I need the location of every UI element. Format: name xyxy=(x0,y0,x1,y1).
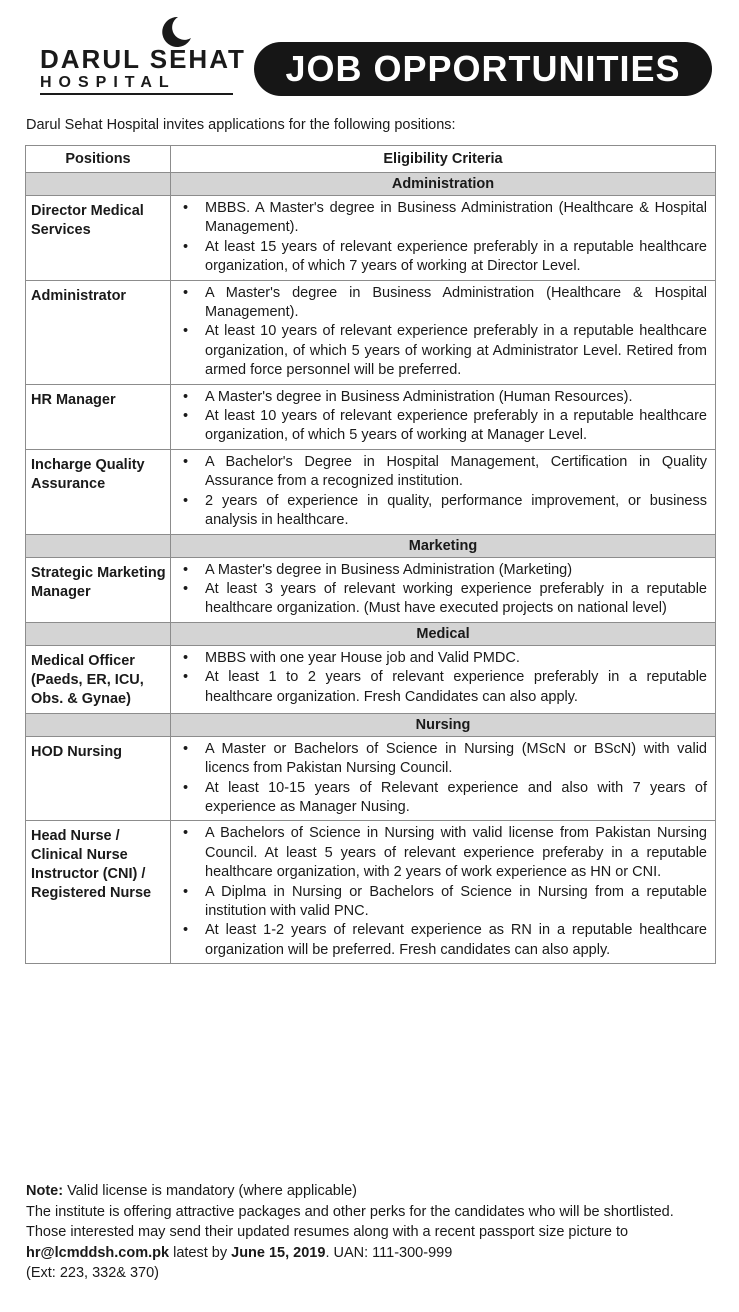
hospital-logo xyxy=(40,14,246,100)
criteria-text: A Bachelor's Degree in Hospital Management, Certification in Quality Assurance from a recognized institution. xyxy=(205,453,707,490)
eligibility-criteria xyxy=(171,557,716,622)
criteria-text: A Master's degree in Business Administration (Healthcare & Hospital Management). xyxy=(205,284,707,321)
bullet-icon: • xyxy=(183,922,189,939)
bullet-icon: • xyxy=(183,825,189,842)
logo-name: DARUL SEHAT xyxy=(40,44,246,74)
criteria-list xyxy=(177,284,707,381)
criteria-text: 2 years of experience in quality, performance improvement, or business analysis in healthcare. xyxy=(205,492,707,529)
criteria-list xyxy=(177,388,707,446)
section-title: Administration xyxy=(171,173,716,196)
table-row xyxy=(26,557,716,622)
list-item xyxy=(177,824,707,882)
email-address[interactable]: hr@lcmddsh.com.pk xyxy=(26,1244,170,1261)
list-item xyxy=(177,740,707,779)
criteria-text: At least 1-2 years of relevant experience as RN in a reputable healthcare organization will be preferred. Fresh candidates can also apply. xyxy=(205,922,707,958)
bullet-icon: • xyxy=(183,492,189,509)
position-title: HR Manager xyxy=(26,384,171,449)
bullet-icon: • xyxy=(183,561,189,578)
eligibility-criteria xyxy=(171,384,716,449)
instructions-text-mid: latest by xyxy=(169,1244,232,1261)
column-header-criteria: Eligibility Criteria xyxy=(171,146,716,173)
instructions-text: The institute is offering attractive packages and other perks for the candidates who will be shortlisted. Those interested may send their updated resumes along with a recent passport size picture to xyxy=(26,1203,674,1240)
intro-text: Darul Sehat Hospital invites applications for the following positions: xyxy=(26,117,456,133)
page-title-banner: JOB OPPORTUNITIES xyxy=(254,42,712,96)
criteria-list xyxy=(177,453,707,531)
list-item xyxy=(177,779,707,818)
table-row xyxy=(26,196,716,281)
eligibility-criteria xyxy=(171,821,716,964)
table-row xyxy=(26,736,716,821)
job-table-body xyxy=(26,173,716,964)
eligibility-criteria xyxy=(171,280,716,384)
bullet-icon: • xyxy=(183,323,189,340)
section-title: Medical xyxy=(171,622,716,645)
header xyxy=(0,0,739,100)
bullet-icon: • xyxy=(183,740,189,757)
column-header-positions: Positions xyxy=(26,146,171,173)
position-title: Head Nurse / Clinical Nurse Instructor (CNI) / Registered Nurse xyxy=(26,821,171,964)
note-text: Valid license is mandatory (where applicable) xyxy=(63,1183,357,1199)
criteria-text: A Master's degree in Business Administration (Marketing) xyxy=(205,561,573,578)
bullet-icon: • xyxy=(183,408,189,425)
list-item xyxy=(177,883,707,922)
criteria-list xyxy=(177,740,707,818)
list-item xyxy=(177,407,707,446)
bullet-icon: • xyxy=(183,284,189,301)
criteria-text: A Master's degree in Business Administration (Human Resources). xyxy=(205,388,633,405)
section-row xyxy=(26,534,716,557)
logo-divider xyxy=(40,93,233,95)
list-item xyxy=(177,238,707,277)
criteria-text: At least 3 years of relevant working experience preferably in a reputable healthcare organization. (Must have executed projects on national level) xyxy=(205,580,707,617)
list-item xyxy=(177,284,707,323)
criteria-list xyxy=(177,561,707,619)
criteria-text: MBBS. A Master's degree in Business Administration (Healthcare & Hospital Management). xyxy=(205,200,707,236)
criteria-text: At least 10 years of relevant experience preferably in a reputable healthcare organization, of which 5 years of working at Administrator Level. Retired from armed force personnel will be preferred. xyxy=(205,323,707,379)
criteria-list xyxy=(177,824,707,960)
criteria-list xyxy=(177,199,707,277)
table-row xyxy=(26,449,716,534)
footer xyxy=(26,1181,716,1284)
section-title: Nursing xyxy=(171,713,716,736)
list-item xyxy=(177,921,707,960)
criteria-text: A Diplma in Nursing or Bachelors of Science in Nursing from a reputable institution with valid PNC. xyxy=(205,883,707,919)
section-spacer xyxy=(26,622,171,645)
position-title: Strategic Marketing Manager xyxy=(26,557,171,622)
list-item xyxy=(177,561,707,580)
section-spacer xyxy=(26,713,171,736)
list-item xyxy=(177,580,707,619)
bullet-icon: • xyxy=(183,200,189,216)
note xyxy=(26,1181,716,1202)
position-title: Director Medical Services xyxy=(26,196,171,281)
bullet-icon: • xyxy=(183,779,189,796)
criteria-list xyxy=(177,649,707,707)
eligibility-criteria xyxy=(171,449,716,534)
section-row xyxy=(26,713,716,736)
deadline: June 15, 2019 xyxy=(231,1244,326,1261)
section-title: Marketing xyxy=(171,534,716,557)
table-row xyxy=(26,384,716,449)
criteria-text: A Bachelors of Science in Nursing with valid license from Pakistan Nursing Council. At least 5 years of relevant experience preferaby in a reputable healthcare organization, with 2 years of work experience as HN or CNI. xyxy=(205,825,707,881)
bullet-icon: • xyxy=(183,883,189,900)
extension-numbers: (Ext: 223, 332& 370) xyxy=(26,1265,159,1281)
bullet-icon: • xyxy=(183,649,189,666)
criteria-text: A Master or Bachelors of Science in Nursing (MScN or BScN) with valid licencs from Pakistan Nursing Council. xyxy=(205,740,707,777)
table-row xyxy=(26,821,716,964)
list-item xyxy=(177,668,707,707)
list-item xyxy=(177,388,707,407)
list-item xyxy=(177,453,707,492)
criteria-text: At least 10 years of relevant experience preferably in a reputable healthcare organization, of which 5 years of working at Manager Level. xyxy=(205,408,707,444)
criteria-text: At least 10-15 years of Relevant experience and also with 7 years of experience as Manager Nusing. xyxy=(205,779,707,815)
eligibility-criteria xyxy=(171,645,716,713)
section-spacer xyxy=(26,173,171,196)
position-title: Administrator xyxy=(26,280,171,384)
position-title: HOD Nursing xyxy=(26,736,171,821)
application-instructions xyxy=(26,1202,716,1264)
criteria-text: At least 15 years of relevant experience preferably in a reputable healthcare organization, of which 7 years of working at Director Level. xyxy=(205,238,707,275)
eligibility-criteria xyxy=(171,736,716,821)
criteria-text: At least 1 to 2 years of relevant experience preferably in a reputable healthcare organization. Fresh Candidates can also apply. xyxy=(205,669,707,705)
bullet-icon: • xyxy=(183,388,189,405)
uan-text: . UAN: 111-300-999 xyxy=(325,1244,453,1261)
section-row xyxy=(26,622,716,645)
table-row xyxy=(26,645,716,713)
bullet-icon: • xyxy=(183,669,189,686)
list-item xyxy=(177,322,707,380)
list-item xyxy=(177,492,707,531)
list-item xyxy=(177,199,707,238)
table-header-row xyxy=(26,146,716,173)
note-label: Note: xyxy=(26,1183,64,1199)
bullet-icon: • xyxy=(183,238,189,255)
bullet-icon: • xyxy=(183,453,189,470)
position-title: Incharge Quality Assurance xyxy=(26,449,171,534)
list-item xyxy=(177,649,707,668)
section-row xyxy=(26,173,716,196)
bullet-icon: • xyxy=(183,580,189,597)
eligibility-criteria xyxy=(171,196,716,281)
criteria-text: MBBS with one year House job and Valid PMDC. xyxy=(205,649,520,666)
logo-subname: HOSPITAL xyxy=(40,74,176,91)
table-row xyxy=(26,280,716,384)
section-spacer xyxy=(26,534,171,557)
job-table xyxy=(25,145,716,964)
position-title: Medical Officer (Paeds, ER, ICU, Obs. & Gynae) xyxy=(26,645,171,713)
